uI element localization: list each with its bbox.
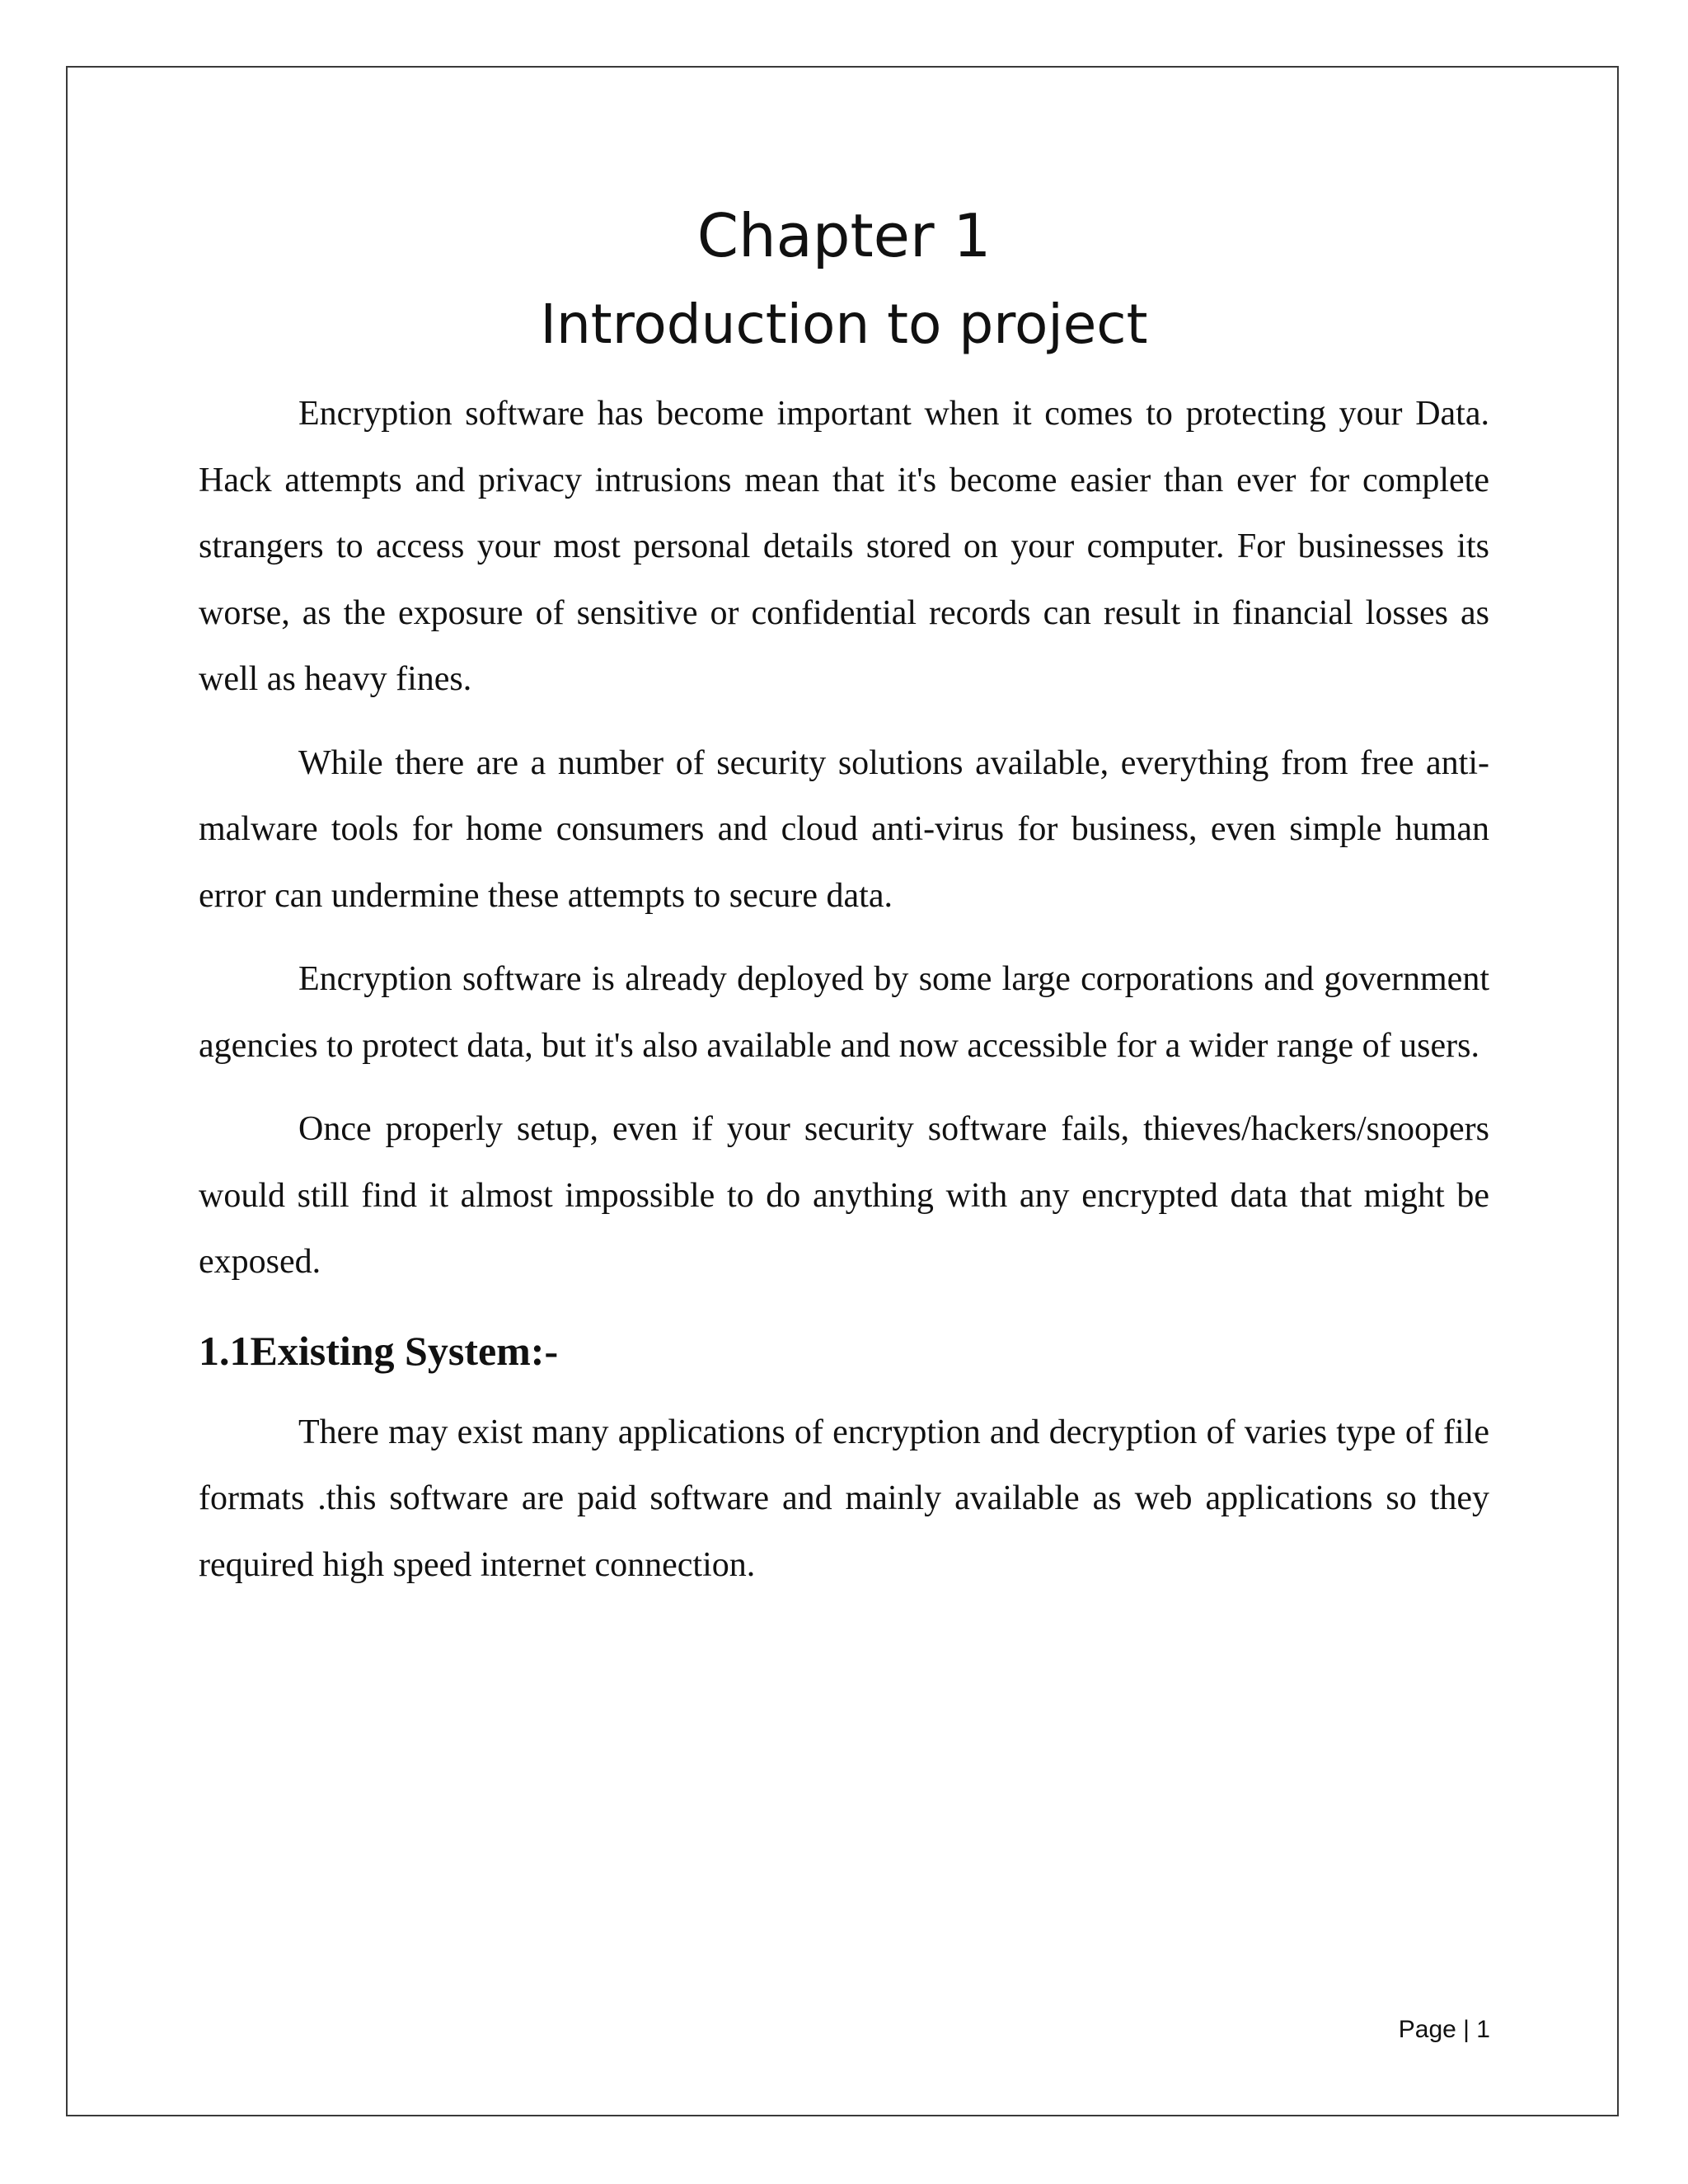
chapter-title: Chapter 1 bbox=[696, 201, 992, 270]
page-number: Page | 1 bbox=[1398, 2016, 1490, 2043]
document-body bbox=[199, 194, 1489, 1598]
section-heading-existing-system: 1.1Existing System:- bbox=[199, 1327, 559, 1374]
chapter-subtitle: Introduction to project bbox=[540, 293, 1148, 356]
intro-paragraph-2: While there are a number of security solutions available, everything from free anti-malware tools for home consumers and cloud anti-virus for business, even simple human error can undermine these attempts to secure data. bbox=[199, 743, 1489, 915]
existing-system-paragraph: There may exist many applications of encryption and decryption of varies type of file formats .this software are paid software and mainly available as web applications so they required high speed internet connection. bbox=[199, 1413, 1489, 1584]
intro-paragraph-4: Once properly setup, even if your security software fails, thieves/hackers/snoopers would still find it almost impossible to do anything with any encrypted data that might be exposed. bbox=[199, 1110, 1489, 1281]
intro-paragraph-1: Encryption software has become important when it comes to protecting your Data. Hack attempts and privacy intrusions mean that it's become easier than ever for complete strangers to access your most personal details stored on your computer. For businesses its worse, as the exposure of sensitive or confidential records can result in financial losses as well as heavy fines. bbox=[199, 395, 1489, 698]
intro-paragraph-3: Encryption software is already deployed by some large corporations and government agencies to protect data, but it's also available and now accessible for a wider range of users. bbox=[199, 960, 1489, 1065]
